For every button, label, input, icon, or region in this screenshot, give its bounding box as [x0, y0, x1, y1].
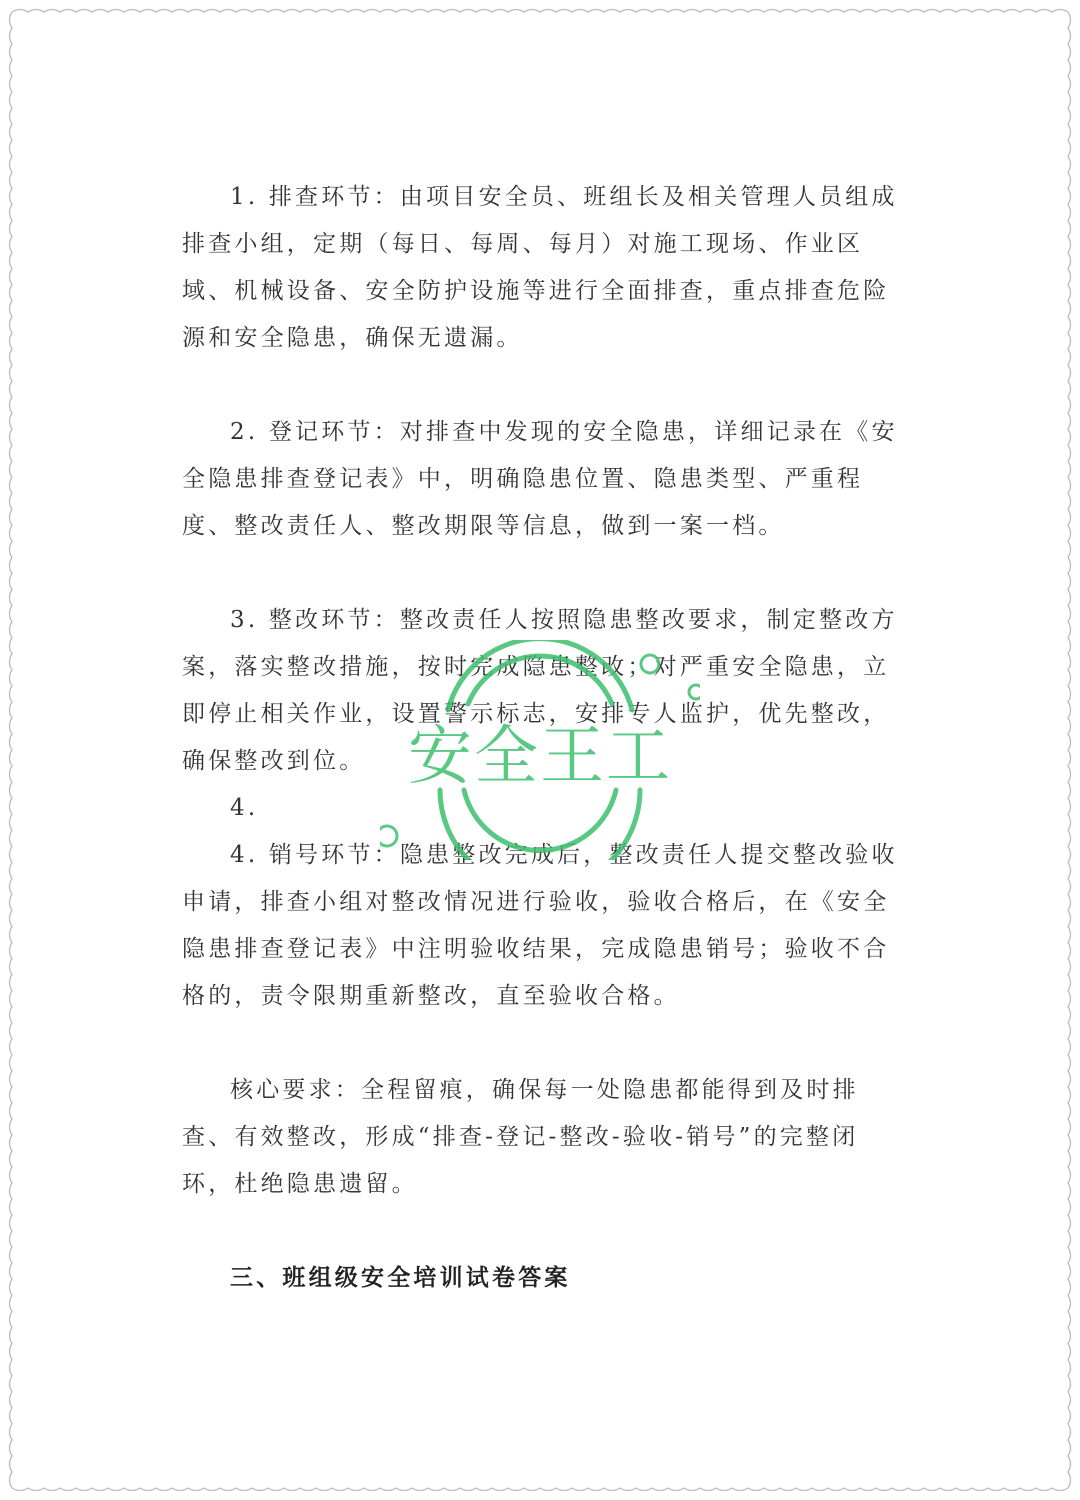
watermark-text: 安全王工: [408, 720, 672, 794]
paragraph-core-requirement: 核心要求：全程留痕，确保每一处隐患都能得到及时排查、有效整改，形成“排查-登记-整改-验收-销号”的完整闭环，杜绝隐患遗留。: [182, 1077, 859, 1197]
paragraph-number-four: 4.: [230, 795, 259, 821]
paragraph-rectification: 3. 整改环节：整改责任人按照隐患整改要求，制定整改方案，落实整改措施，按时完成隐患整改；对严重安全隐患，立即停止相关作业，设置警示标志，安排专人监护，优先整改，确保整改到位。: [182, 607, 898, 774]
section-heading: 三、班组级安全培训试卷答案: [230, 1265, 571, 1291]
paragraph-inspection: 1. 排查环节：由项目安全员、班组长及相关管理人员组成排查小组，定期（每日、每周、每月）对施工现场、作业区域、机械设备、安全防护设施等进行全面排查，重点排查危险源和安全隐患，确保无遗漏。: [182, 184, 898, 351]
watermark-logo: [380, 640, 700, 860]
paragraph-closure: 4. 销号环节：隐患整改完成后，整改责任人提交整改验收申请，排查小组对整改情况进行验收，验收合格后，在《安全隐患排查登记表》中注明验收结果，完成隐患销号；验收不合格的，责令限期重新整改，直至验收合格。: [182, 842, 898, 1009]
paragraph-registration: 2. 登记环节：对排查中发现的安全隐患，详细记录在《安全隐患排查登记表》中，明确隐患位置、隐患类型、严重程度、整改责任人、整改期限等信息，做到一案一档。: [182, 419, 898, 539]
